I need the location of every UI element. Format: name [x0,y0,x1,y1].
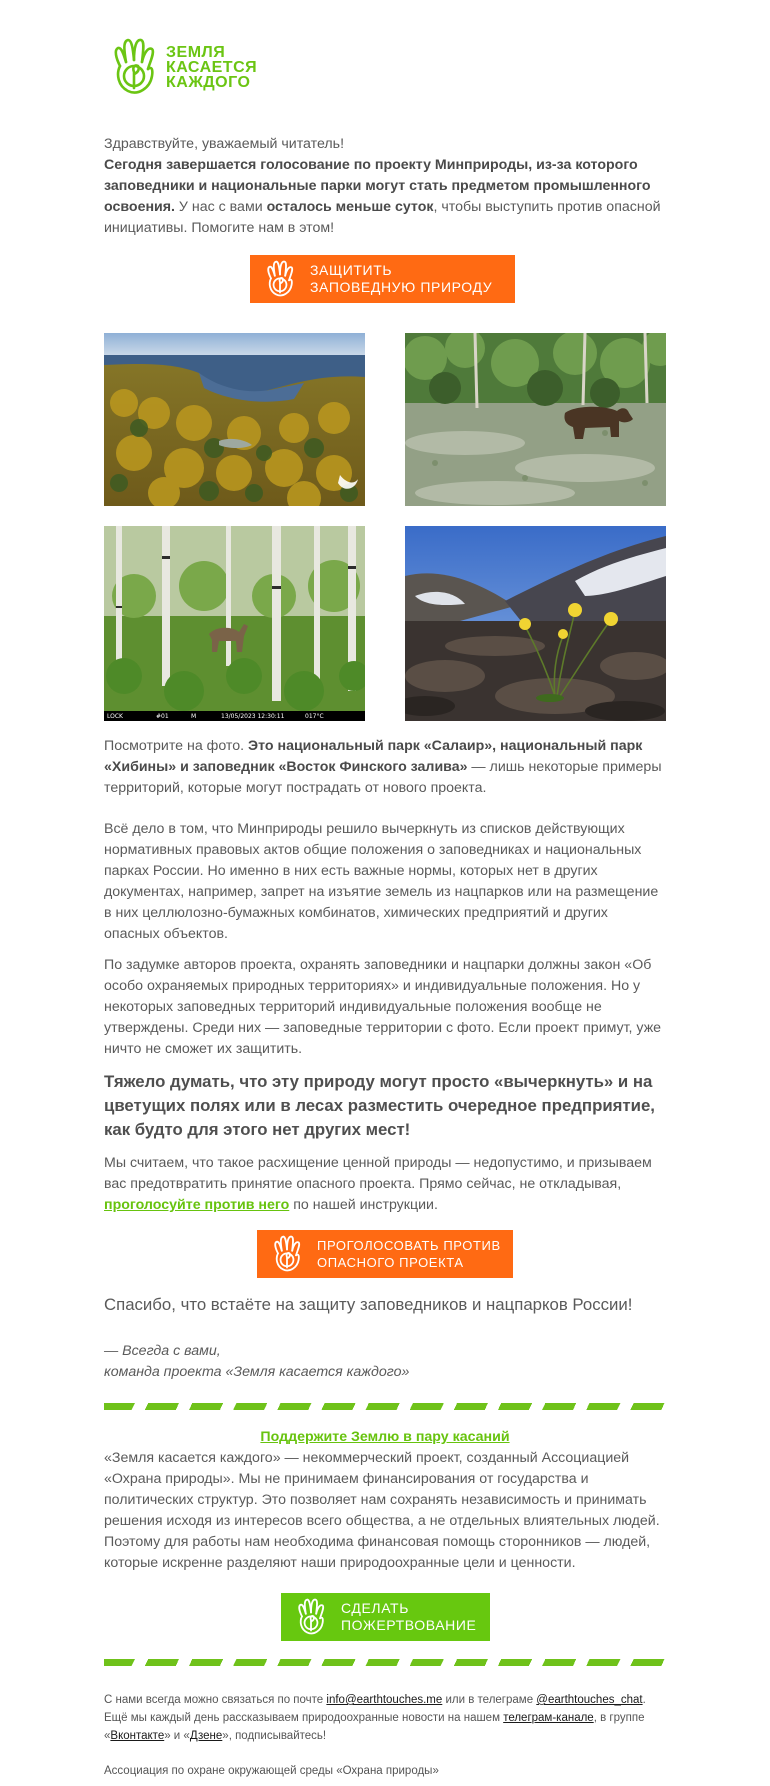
logo-text [166,45,257,90]
footer-text-1: С нами всегда можно связаться по почте [104,1694,327,1706]
protect-label-line-1: ЗАЩИТИТЬ [310,262,393,278]
para4-text-1: Мы считаем, что такое расхищение ценной природы — недопустимо, и призываем вас предотвратить принятие опасного проекта. Прямо сейчас, не откладывая, [104,1155,652,1192]
signature-line-2: команда проекта «Земля касается каждого» [104,1364,410,1380]
donate-label-line-1: СДЕЛАТЬ [341,1600,409,1616]
intro-paragraph [104,155,666,239]
thanks-text: Спасибо, что встаёте на защиту заповедников и нацпарков России! [104,1295,633,1314]
intro-text-1: У нас с вами [174,199,267,215]
hand-leaf-icon [291,1597,331,1637]
intro-text-2: , чтобы выступить против опасной инициативы. Помогите нам в этом! [104,199,661,236]
vote-against-link[interactable]: проголосуйте против него [104,1197,290,1213]
support-title [104,1427,666,1448]
signature-line-1: — Всегда с вами, [104,1343,221,1359]
emphasis-headline: Тяжело думать, что эту природу могут просто «вычеркнуть» и на цветущих полях или в лесах разместить очередное предприятие, как будто для этого нет других мест! [104,1072,655,1139]
telegram-channel-link[interactable]: телеграм-канале [503,1712,594,1724]
footer-text-3: . Ещё мы каждый день рассказываем природоохранные новости на нашем [104,1694,646,1724]
deer-birch-forest-photo [104,526,365,721]
logo[interactable] [110,36,257,98]
protect-label-line-2: ЗАПОВЕДНУЮ ПРИРОДУ [310,279,493,295]
trap-camera-temp: 017°C [305,713,324,720]
footer-association: Ассоциация по охране окружающей среды «Охрана природы» [104,1765,439,1777]
vote-button-label [317,1237,501,1271]
greeting: Здравствуйте, уважаемый читатель! [104,136,345,152]
footer-text-2: или в телеграме [442,1694,537,1706]
donate-button[interactable] [281,1593,490,1641]
divider-stripe [104,1659,666,1666]
hand-leaf-icon [260,259,300,299]
intro-bold-2: осталось меньше суток [266,199,434,215]
hand-leaf-icon [110,36,158,98]
trap-camera-mode: M [191,713,197,720]
trap-camera-datetime: 13/05/2023 12:30:11 [221,713,285,720]
project-paragraph: По задумке авторов проекта, охранять заповедники и нацпарки должны закон «Об особо охраняемых природных территориях» и индивидуальные положения. Но у некоторых заповедных территорий индивидуальные положения вообще не утверждены. Среди них — заповедные территории с фото. Если проект примут, уже ничто не сможет их защитить. [104,957,662,1057]
vote-against-button[interactable] [257,1230,513,1278]
ministry-paragraph: Всё дело в том, что Минприроды решило вычеркнуть из списков действующих нормативных правовых актов общие положения о заповедниках и национальных парках России. Но именно в них есть важные нормы, которых нет в других документах, например, запрет на изъятие земель из нацпарков или на размещение в них целлюлозно-бумажных комбинатов, химических предприятий и других опасных объектов. [104,821,659,942]
donate-button-label [341,1600,476,1634]
footer-text-4: , в группе « [104,1712,645,1742]
brown-bear-photo [405,333,666,506]
dzen-link[interactable]: Дзене [189,1730,223,1742]
vote-label-line-2: ОПАСНОГО ПРОЕКТА [317,1255,464,1270]
intro-bold-1: Сегодня завершается голосование по проекту Минприроды, из-за которого заповедники и национальные парки могут стать предметом промышленного освоения. [104,157,651,215]
divider-stripe [104,1403,666,1410]
para1-text-1: Посмотрите на фото. [104,738,249,754]
logo-line-2: КАСАЕТСЯ [166,58,258,76]
support-title-link[interactable]: Поддержите Землю в пару касаний [260,1429,510,1445]
trap-camera-lock: LOCK [107,713,123,720]
yellow-poppies-mountains-photo [405,526,666,721]
vk-link[interactable]: Вконтакте [110,1730,165,1742]
email-link[interactable]: info@earthtouches.me [326,1694,443,1706]
lake-autumn-forest-photo [104,333,365,506]
telegram-chat-link[interactable]: @earthtouches_chat [536,1694,643,1706]
trap-camera-number: #01 [156,713,169,720]
footer-text-6: », подписывайтесь! [222,1730,327,1742]
para4-text-2: по нашей инструкции. [289,1197,438,1213]
footer-contacts [104,1691,666,1745]
support-text: «Земля касается каждого» — некоммерческий проект, созданный Ассоциацией «Охрана природы». Мы не принимаем финансирования от государства и политических структур. Это позволяет нам сохранять независимость и принимать решения исходя из интересов всего общества, а не отдельных влиятельных людей. Поэтому для работы нам необходима финансовая помощь сторонников — людей, которые искренне разделяют наши природоохранные цели и ценности. [104,1450,660,1571]
protect-button-label [310,262,492,296]
para1-bold: Это национальный парк «Салаир», национальный парк «Хибины» и заповедник «Восток Финского залива» [104,738,643,775]
footer-text-5: » и « [164,1730,190,1742]
protect-nature-button[interactable] [250,255,515,303]
vote-label-line-1: ПРОГОЛОСОВАТЬ ПРОТИВ [317,1238,501,1253]
signature [104,1341,666,1383]
logo-line-1: ЗЕМЛЯ [166,43,226,61]
photos-paragraph [104,736,666,799]
logo-line-3: КАЖДОГО [166,73,251,91]
call-to-action-paragraph [104,1153,666,1216]
para1-text-2: — лишь некоторые примеры территорий, которые могут пострадать от нового проекта. [104,759,662,796]
donate-label-line-2: ПОЖЕРТВОВАНИЕ [341,1617,477,1633]
hand-leaf-icon [267,1234,307,1274]
